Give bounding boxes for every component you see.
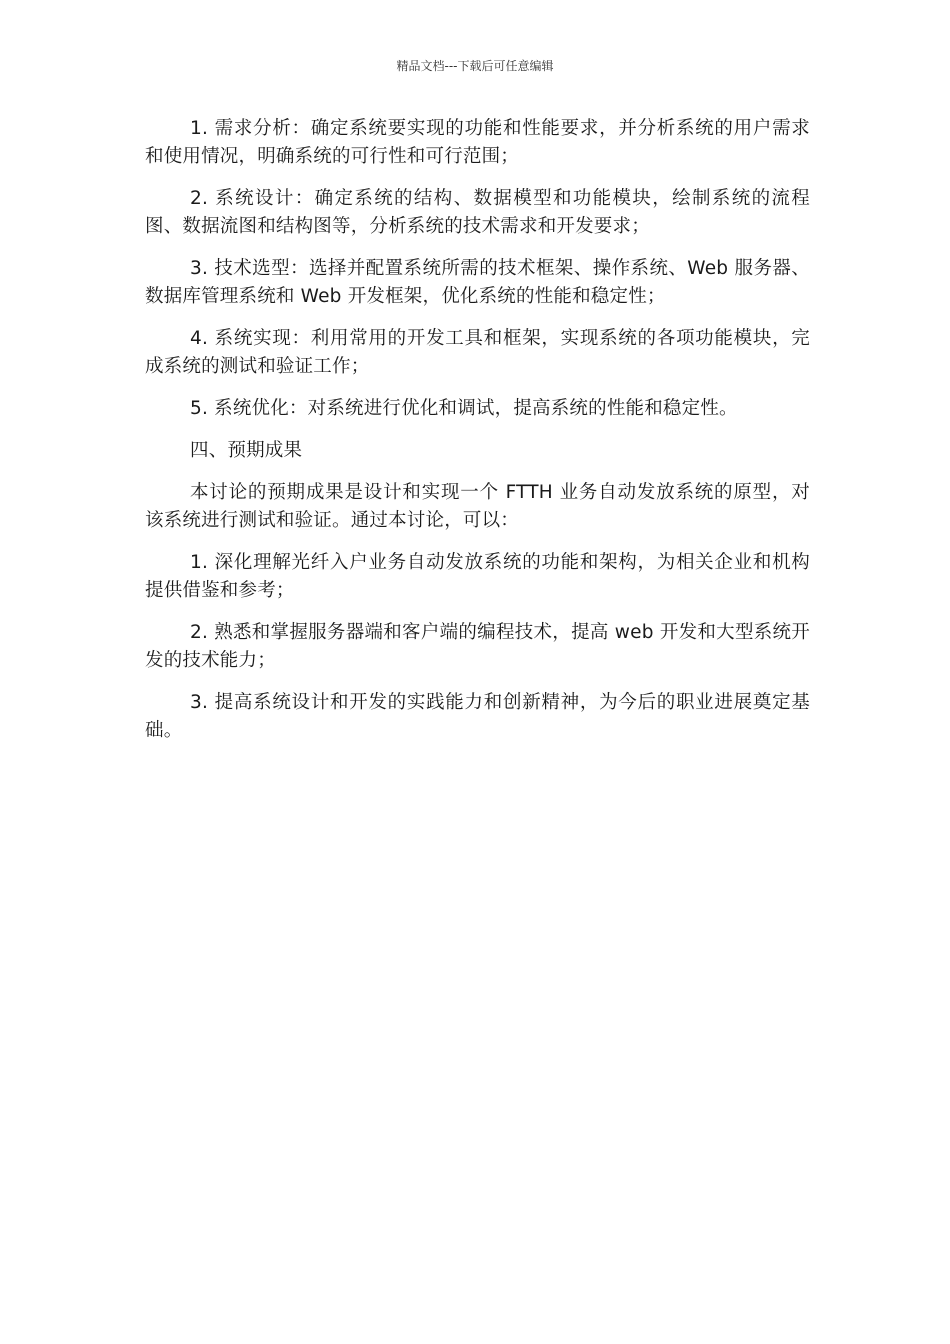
paragraph-system-design: 2. 系统设计：确定系统的结构、数据模型和功能模块，绘制系统的流程图、数据流图和结构图等，分析系统的技术需求和开发要求； (145, 188, 810, 237)
paragraph-expected-results-intro: 本讨论的预期成果是设计和实现一个 FTTH 业务自动发放系统的原型，对该系统进行测试和验证。通过本讨论，可以： (145, 482, 810, 531)
paragraph-result-1: 1. 深化理解光纤入户业务自动发放系统的功能和架构，为相关企业和机构提供借鉴和参考； (145, 552, 810, 601)
paragraph-technology-selection: 3. 技术选型：选择并配置系统所需的技术框架、操作系统、Web 服务器、数据库管理系统和 Web 开发框架，优化系统的性能和稳定性； (145, 258, 810, 307)
paragraph-requirements-analysis: 1. 需求分析：确定系统要实现的功能和性能要求，并分析系统的用户需求和使用情况，明确系统的可行性和可行范围； (145, 118, 810, 167)
paragraph-system-implementation: 4. 系统实现：利用常用的开发工具和框架，实现系统的各项功能模块，完成系统的测试和验证工作； (145, 328, 810, 377)
paragraph-result-2: 2. 熟悉和掌握服务器端和客户端的编程技术，提高 web 开发和大型系统开发的技术能力； (145, 622, 810, 671)
section-heading-expected-results: 四、预期成果 (190, 440, 303, 461)
document-body (145, 115, 810, 759)
page-header: 精品文档---下载后可任意编辑 (396, 59, 554, 73)
paragraph-system-optimization: 5. 系统优化：对系统进行优化和调试，提高系统的性能和稳定性。 (190, 398, 738, 419)
paragraph-result-3: 3. 提高系统设计和开发的实践能力和创新精神，为今后的职业进展奠定基础。 (145, 692, 810, 741)
